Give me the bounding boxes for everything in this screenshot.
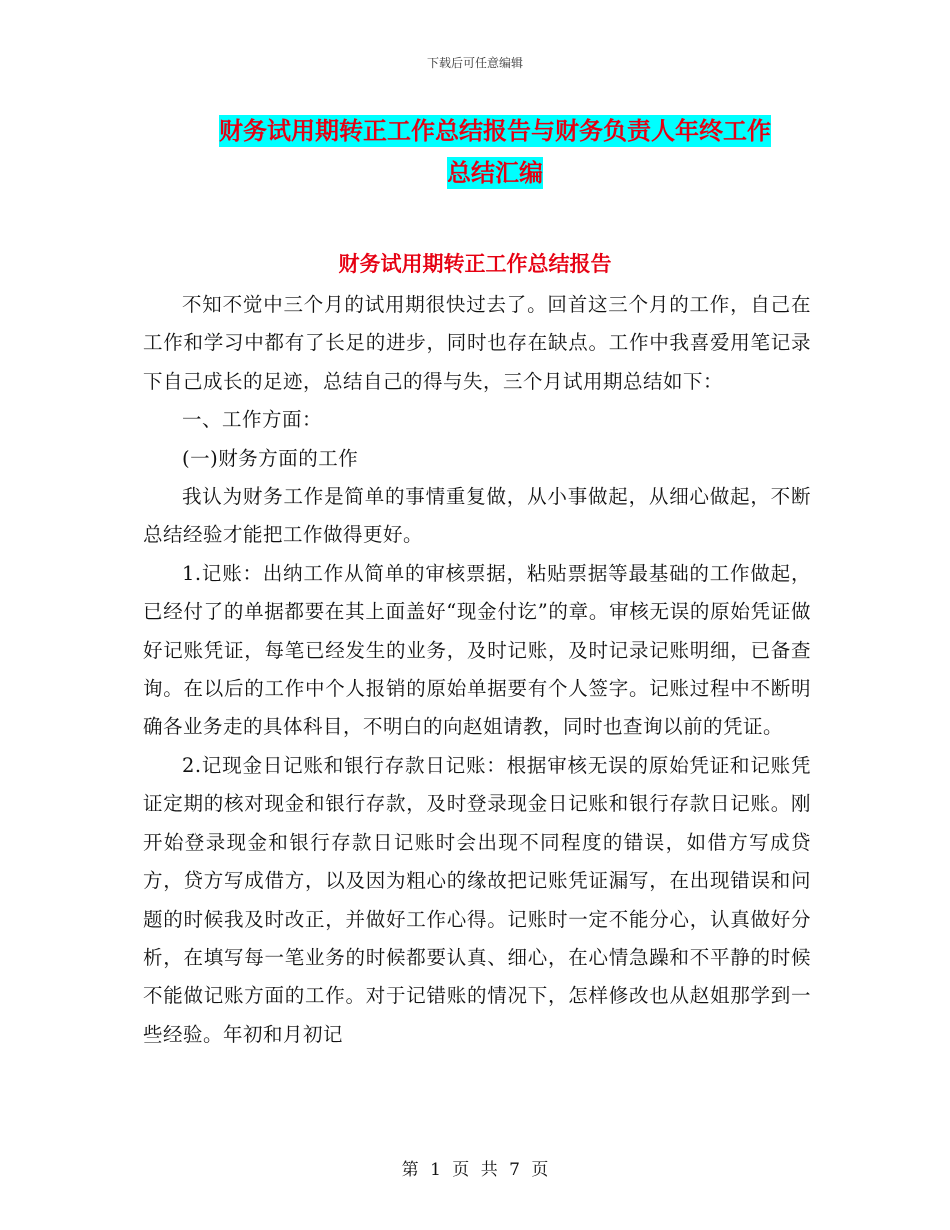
body-text <box>143 286 811 1054</box>
paragraph: 我认为财务工作是简单的事情重复做，从小事做起，从细心做起，不断总结经验才能把工作做得更好。 <box>143 485 811 547</box>
main-title <box>185 110 805 194</box>
paragraph: 2.记现金日记账和银行存款日记账：根据审核无误的原始凭证和记账凭证定期的核对现金和银行存款，及时登录现金日记账和银行存款日记账。刚开始登录现金和银行存款日记账时会出现不同程度的错误，如借方写成贷方，贷方写成借方，以及因为粗心的缘故把记账凭证漏写，在出现错误和问题的时候我及时改正，并做好工作心得。记账时一定不能分心，认真做好分析，在填写每一笔业务的时候都要认真、细心，在心情急躁和不平静的时候不能做记账方面的工作。对于记错账的情况下，怎样修改也从赵姐那学到一些经验。年初和月初记 <box>143 753 811 1046</box>
main-title-line-1: 财务试用期转正工作总结报告与财务负责人年终工作 <box>219 117 771 145</box>
paragraph: 不知不觉中三个月的试用期很快过去了。回首这三个月的工作，自己在工作和学习中都有了长足的进步，同时也存在缺点。工作中我喜爱用笔记录下自己成长的足迹，总结自己的得与失，三个月试用期总结如下： <box>143 293 811 393</box>
paragraph: 一、工作方面： <box>182 408 323 432</box>
main-title-line-2: 总结汇编 <box>447 159 543 187</box>
section-title: 财务试用期转正工作总结报告 <box>338 252 612 276</box>
paragraph: 1.记账：出纳工作从简单的审核票据，粘贴票据等最基础的工作做起，已经付了的单据都要在其上面盖好“现金付讫”的章。审核无误的原始凭证做好记账凭证，每笔已经发生的业务，及时记账，及时记录记账明细，已备查询。在以后的工作中个人报销的原始单据要有个人签字。记账过程中不断明确各业务走的具体科目，不明白的向赵姐请教，同时也查询以前的凭证。 <box>143 561 811 739</box>
page-footer: 第 1 页 共 7 页 <box>401 1160 549 1180</box>
paragraph: (一)财务方面的工作 <box>182 446 359 470</box>
header-note: 下载后可任意编辑 <box>426 56 523 70</box>
